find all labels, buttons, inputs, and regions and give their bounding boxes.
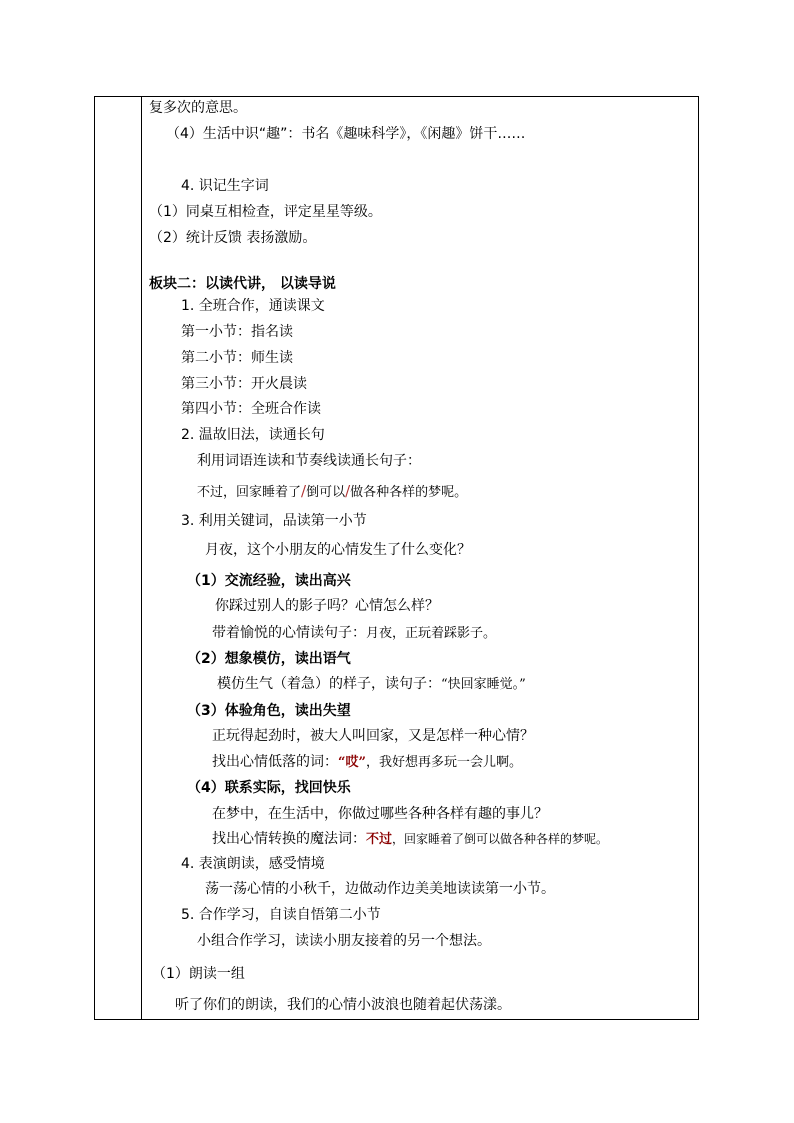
step-heading: 4. 表演朗读，感受情境 xyxy=(181,856,325,872)
text-line: （1）朗读一组 xyxy=(152,966,245,982)
sub-heading: （3）体验角色，读出失望 xyxy=(187,703,351,719)
text-part: 模仿生气（着急）的样子，读句子： xyxy=(217,676,441,692)
quoted-sentence: ，回家睡着了倒可以做各种各样的梦呢。 xyxy=(392,832,609,846)
text-line: 荡一荡心情的小秋千，边做动作边美美地读读第一小节。 xyxy=(205,881,555,897)
highlighted-word: 不过 xyxy=(366,832,393,847)
text-line: 正玩得起劲时，被大人叫回家，又是怎样一种心情？ xyxy=(212,728,534,744)
text-line: 利用词语连读和节奏线读通长句子： xyxy=(197,453,421,469)
highlighted-word: “哎” xyxy=(338,755,366,770)
text-line: 在梦中，在生活中，你做过哪些各种各样有趣的事儿？ xyxy=(212,806,548,822)
sentence-part: 倒可以 xyxy=(306,485,346,500)
step-heading: 3. 利用关键词，品读第一小节 xyxy=(181,513,367,529)
text-line: 你踩过别人的影子吗？心情怎么样？ xyxy=(215,598,439,614)
sub-heading: （1）交流经验，读出高兴 xyxy=(187,573,351,589)
sentence-part: 不过，回家睡着了 xyxy=(197,485,302,500)
step-heading: 4. 识记生字词 xyxy=(181,178,269,194)
quoted-sentence: 月夜，正玩着踩影子。 xyxy=(366,626,497,641)
section-heading: 板块二：以读代讲， 以读导说 xyxy=(149,276,336,292)
text-line: 小组合作学习，读读小朋友接着的另一个想法。 xyxy=(197,933,491,949)
text-line xyxy=(212,830,608,849)
text-line: 听了你们的朗读，我们的心情小波浪也随着起伏荡漾。 xyxy=(175,997,511,1013)
step-heading: 5. 合作学习，自读自悟第二小节 xyxy=(181,907,381,923)
rhythm-slash: / xyxy=(345,482,351,500)
text-line: 第三小节：开火晨读 xyxy=(181,376,307,392)
step-heading: 2. 温故旧法，读通长句 xyxy=(181,427,325,443)
sub-heading: （4）联系实际，找回快乐 xyxy=(187,780,351,796)
text-line xyxy=(217,675,526,694)
text-line: 第二小节：师生读 xyxy=(181,350,293,366)
text-line: （1）同桌互相检查，评定星星等级。 xyxy=(149,204,382,220)
quoted-sentence: ，我好想再多玩一会儿啊。 xyxy=(365,755,522,770)
sub-heading: （2）想象模仿，读出语气 xyxy=(187,651,351,667)
text-line xyxy=(212,753,522,772)
text-part: 找出心情转换的魔法词： xyxy=(212,831,366,847)
text-line: 第一小节：指名读 xyxy=(181,324,293,340)
text-line: 复多次的意思。 xyxy=(149,100,247,116)
example-sentence xyxy=(197,482,467,502)
text-line: （4）生活中识“趣”：书名《趣味科学》，《闲趣》饼干…… xyxy=(166,126,526,142)
text-line: （2）统计反馈 表扬激励。 xyxy=(149,230,317,246)
text-line xyxy=(212,624,496,643)
text-part: 找出心情低落的词： xyxy=(212,754,338,770)
step-heading: 1. 全班合作，通读课文 xyxy=(181,298,325,314)
text-part: 带着愉悦的心情读句子： xyxy=(212,625,366,641)
quoted-sentence: “快回家睡觉。” xyxy=(441,677,526,692)
text-line: 月夜，这个小朋友的心情发生了什么变化？ xyxy=(205,542,471,558)
sentence-part: 做各种各样的梦呢。 xyxy=(350,485,468,500)
column-divider xyxy=(141,97,142,1019)
rhythm-slash: / xyxy=(301,482,307,500)
text-line: 第四小节：全班合作读 xyxy=(181,401,321,417)
